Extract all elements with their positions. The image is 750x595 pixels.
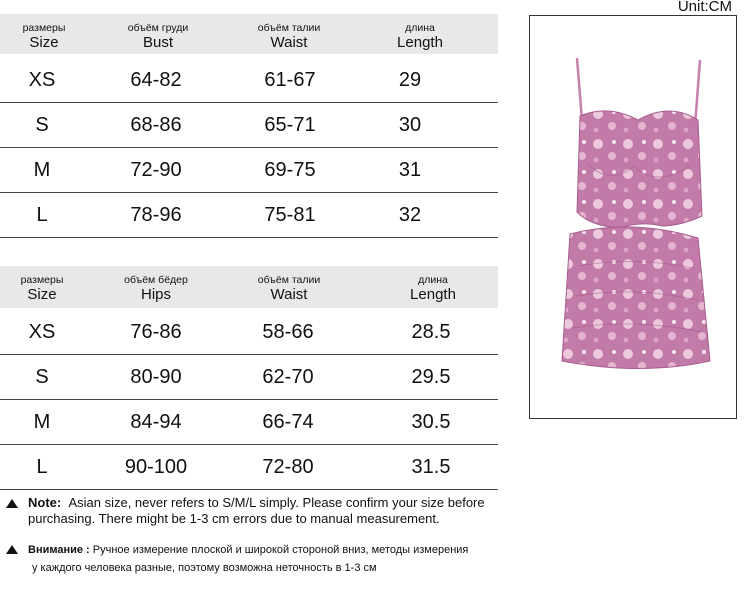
header-label-ru: размеры	[22, 22, 66, 34]
floral-two-piece-dress-illustration	[530, 16, 736, 418]
table-row	[0, 103, 498, 148]
table-cell: 31.5	[411, 456, 451, 478]
table-cell: S	[35, 114, 49, 136]
header-waist	[229, 266, 349, 304]
table-cell: 64-82	[130, 69, 182, 91]
header-label-ru: длина	[405, 22, 435, 34]
product-image	[529, 15, 737, 419]
table-cell: L	[36, 204, 48, 226]
header-length	[360, 14, 480, 52]
table-cell: L	[36, 456, 48, 478]
table-cell: 76-86	[130, 321, 182, 343]
header-label-en: Waist	[270, 286, 308, 303]
table-cell: 68-86	[130, 114, 182, 136]
note-text: Ручное измерение плоской и широкой стороной вниз, методы измерения	[92, 544, 469, 556]
table-cell: 78-96	[130, 204, 182, 226]
header-label-ru: объём бёдер	[124, 274, 188, 286]
table-header	[0, 266, 498, 308]
table-cell: M	[33, 411, 51, 433]
header-label-ru: объём талии	[257, 274, 321, 286]
note-text: у каждого человека разные, поэтому возможна неточность в 1-3 см	[32, 562, 377, 574]
header-size	[0, 266, 102, 304]
table-cell: 30.5	[411, 411, 451, 433]
table-cell: 28.5	[411, 321, 451, 343]
table-cell: 72-80	[262, 456, 314, 478]
header-label-en: Waist	[270, 34, 308, 51]
table-cell: 90-100	[124, 456, 188, 478]
table-cell: XS	[28, 69, 56, 91]
table-cell: 75-81	[264, 204, 316, 226]
table-cell: 29.5	[411, 366, 451, 388]
header-size	[0, 14, 104, 52]
header-label-en: Size	[27, 286, 57, 303]
table-cell: 66-74	[262, 411, 314, 433]
table-row	[0, 445, 498, 490]
header-hips	[96, 266, 216, 304]
header-label-en: Hips	[140, 286, 171, 303]
header-label-en: Bust	[142, 34, 173, 51]
table-cell: 84-94	[130, 411, 182, 433]
table-cell: XS	[28, 321, 56, 343]
table-row	[0, 400, 498, 445]
note-text: purchasing. There might be 1-3 cm errors due to manual measurement.	[28, 511, 440, 526]
table-row	[0, 310, 498, 355]
table-row	[0, 58, 498, 103]
header-label-ru: объём талии	[257, 22, 321, 34]
unit-label: Unit:CM	[677, 0, 732, 15]
table-cell: 61-67	[264, 69, 316, 91]
header-length	[373, 266, 493, 304]
warning-triangle-icon	[6, 545, 18, 554]
header-label-en: Size	[29, 34, 59, 51]
table-cell: 62-70	[262, 366, 314, 388]
table-row	[0, 193, 498, 238]
size-table-bottom	[0, 266, 498, 490]
table-cell: 32	[398, 204, 422, 226]
table-cell: 65-71	[264, 114, 316, 136]
header-bust	[98, 14, 218, 52]
table-cell: 69-75	[264, 159, 316, 181]
table-row	[0, 355, 498, 400]
table-cell: 31	[398, 159, 422, 181]
header-waist	[229, 14, 349, 52]
warning-triangle-icon	[6, 499, 18, 508]
note-text: Внимание :	[28, 544, 90, 556]
note-text	[6, 541, 516, 559]
note-text	[6, 495, 516, 511]
size-table-top	[0, 14, 498, 238]
table-header	[0, 14, 498, 54]
header-label-en: Length	[410, 286, 456, 303]
table-row	[0, 148, 498, 193]
note-russian	[6, 541, 516, 577]
table-cell: 30	[398, 114, 422, 136]
table-cell: M	[33, 159, 51, 181]
table-cell: 80-90	[130, 366, 182, 388]
note-english	[6, 495, 516, 527]
header-label-ru: размеры	[20, 274, 64, 286]
note-text: Asian size, never refers to S/M/L simply. Please confirm your size before	[68, 495, 485, 510]
table-cell: 58-66	[262, 321, 314, 343]
header-label-en: Length	[397, 34, 443, 51]
note-text: Note:	[28, 495, 62, 510]
table-cell: 29	[398, 69, 422, 91]
header-label-ru: длина	[418, 274, 448, 286]
header-label-ru: объём груди	[127, 22, 189, 34]
table-cell: 72-90	[130, 159, 182, 181]
table-cell: S	[35, 366, 49, 388]
